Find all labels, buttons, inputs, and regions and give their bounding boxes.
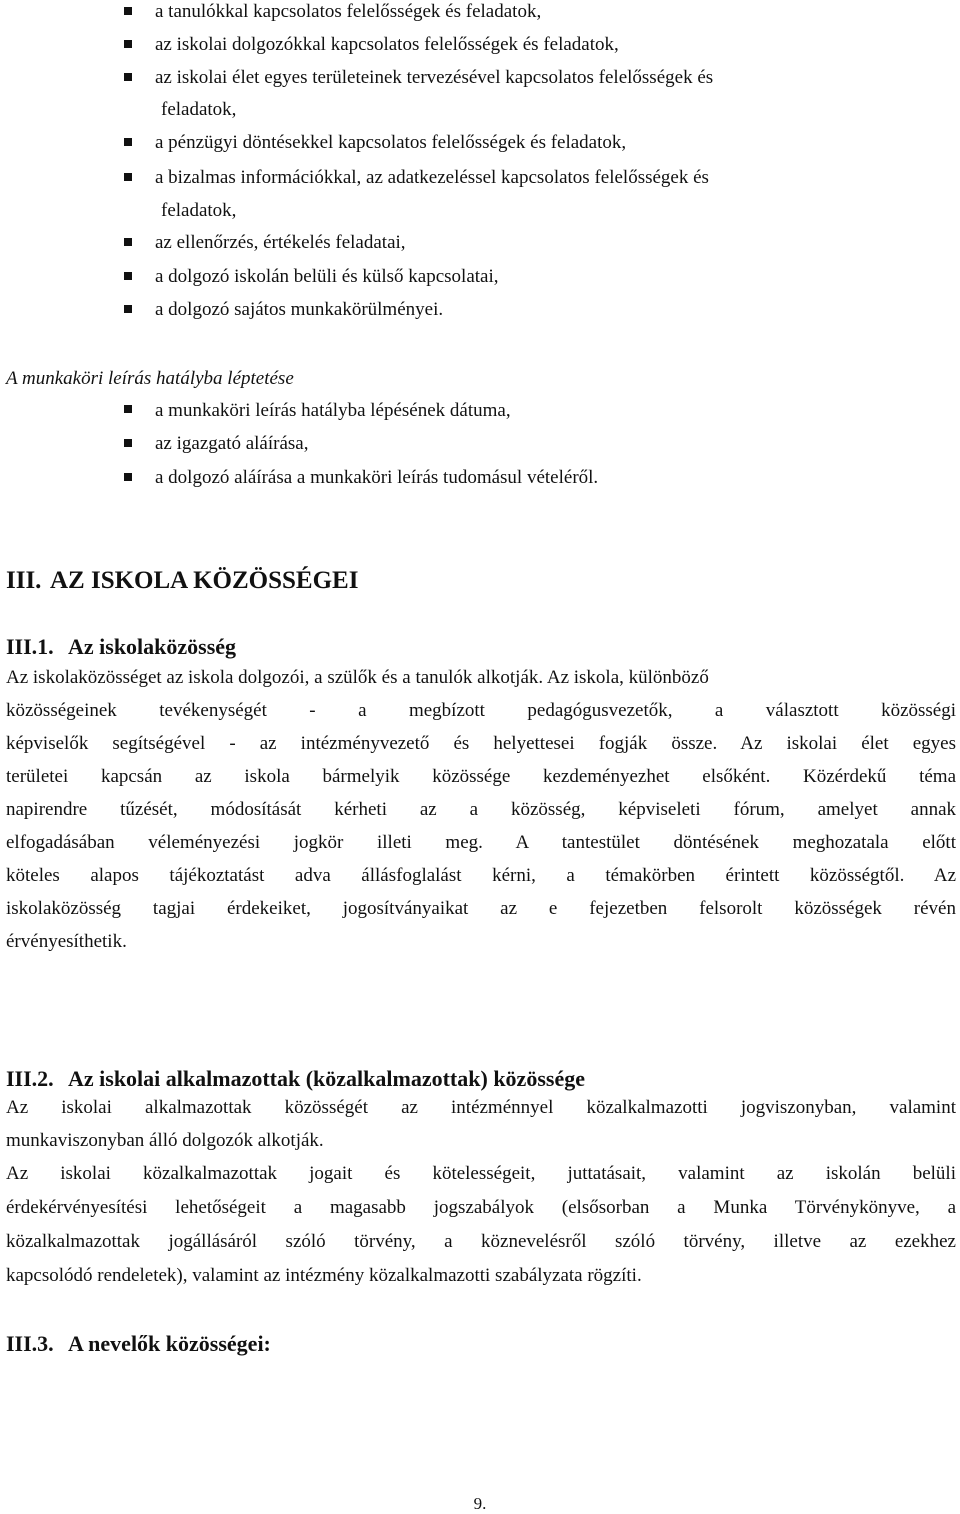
subsection-number: III.2. [6,1066,54,1091]
paragraph-line: képviselők segítségével - az intézményvezető és helyettesei fogják össze. Az iskolai élet egyes [6,733,956,754]
list-item: a dolgozó iskolán belüli és külső kapcsolatai, [155,266,499,287]
bullet-square-icon [124,73,132,81]
list-item-continuation: feladatok, [161,99,237,120]
effect-heading: A munkaköri leírás hatályba léptetése [6,368,294,389]
paragraph-line: érvényesíthetik. [6,931,127,952]
list-item: az ellenőrzés, értékelés feladatai, [155,232,406,253]
list-item: az igazgató aláírása, [155,433,309,454]
bullet-square-icon [124,173,132,181]
page-number: 9. [473,1494,487,1513]
section-number: III. [6,567,42,594]
subsection-number: III.3. [6,1331,54,1356]
list-item: a dolgozó aláírása a munkaköri leírás tudomásul vételéről. [155,467,599,488]
list-item: a bizalmas információkkal, az adatkezeléssel kapcsolatos felelősségek és [155,167,709,188]
paragraph-line: iskolaközösség tagjai érdekeiket, jogosítványaikat az e fejezetben felsorolt közösségek révén [6,898,956,919]
bullet-square-icon [124,405,132,413]
subsection-title: A nevelők közösségei: [68,1331,271,1356]
bullet-square-icon [124,272,132,280]
section-heading [6,566,358,596]
paragraph-line: munkaviszonyban álló dolgozók alkotják. [6,1130,324,1151]
subsection-number: III.1. [6,634,54,659]
list-item: az iskolai dolgozókkal kapcsolatos felelősségek és feladatok, [155,34,619,55]
subsection-heading [6,1331,271,1357]
bullet-square-icon [124,238,132,246]
section-title: AZ ISKOLA KÖZÖSSÉGEI [50,567,359,594]
bullet-square-icon [124,40,132,48]
paragraph-line: napirendre tűzését, módosítását kérheti az a közösség, képviseleti fórum, amelyet annak [6,799,956,820]
subsection-heading [6,1066,585,1092]
paragraph-line: érdekérvényesítési lehetőségeit a magasabb jogszabályok (elsősorban a Munka Törvénykönyve, a [6,1197,956,1218]
list-item: a munkaköri leírás hatályba lépésének dátuma, [155,400,511,421]
subsection-title: Az iskolaközösség [68,634,237,659]
list-item: a tanulókkal kapcsolatos felelősségek és feladatok, [155,1,542,22]
paragraph-line: területei kapcsán az iskola bármelyik közössége kezdeményezhet elsőként. Közérdekű téma [6,766,956,787]
subsection-heading [6,634,236,660]
bullet-square-icon [124,305,132,313]
paragraph-line: kapcsolódó rendeletek), valamint az intézmény közalkalmazotti szabályzata rögzíti. [6,1265,642,1286]
list-item: az iskolai élet egyes területeinek tervezésével kapcsolatos felelősségek és [155,67,714,88]
paragraph-line: Az iskolai közalkalmazottak jogait és kötelességeit, juttatásait, valamint az iskolán belüli [6,1163,956,1184]
bullet-square-icon [124,138,132,146]
paragraph-line: közösségeinek tevékenységét - a megbízott pedagógusvezetők, a választott közösségi [6,700,956,721]
paragraph-line: köteles alapos tájékoztatást adva állásfoglalást kérni, a témakörben érintett közösségtől. Az [6,865,956,886]
list-item: a pénzügyi döntésekkel kapcsolatos felelősségek és feladatok, [155,132,627,153]
bullet-square-icon [124,473,132,481]
paragraph-line: közalkalmazottak jogállásáról szóló törvény, a köznevelésről szóló törvény, illetve az ezekhez [6,1231,956,1252]
list-item: a dolgozó sajátos munkakörülményei. [155,299,444,320]
bullet-square-icon [124,439,132,447]
list-item-continuation: feladatok, [161,200,237,221]
paragraph-line: Az iskolai alkalmazottak közösségét az intézménnyel közalkalmazotti jogviszonyban, valamint [6,1097,956,1118]
subsection-title: Az iskolai alkalmazottak (közalkalmazottak) közössége [68,1066,585,1091]
paragraph-line: Az iskolaközösséget az iskola dolgozói, a szülők és a tanulók alkotják. Az iskola, különböző [6,667,709,688]
paragraph-line: elfogadásában véleményezési jogkör illeti meg. A tantestület döntésének meghozatala előtt [6,832,956,853]
bullet-square-icon [124,7,132,15]
